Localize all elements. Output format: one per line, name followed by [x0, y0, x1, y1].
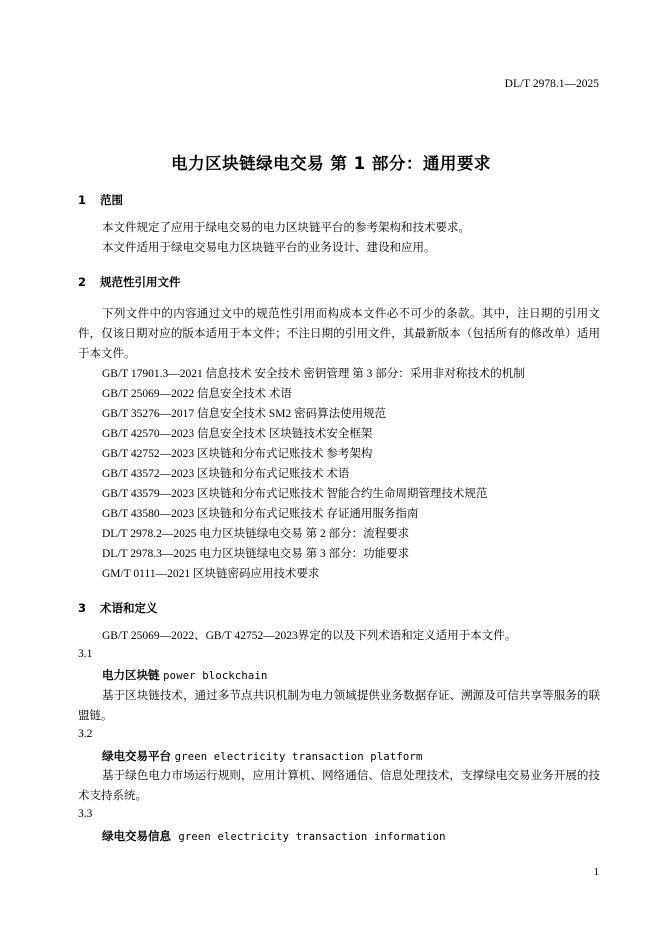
term-zh: 绿电交易信息 — [102, 829, 171, 843]
term-entry — [102, 667, 268, 683]
reference-item: GB/T 43579—2023 区块链和分布式记账技术 智能合约生命周期管理技术规范 — [102, 488, 488, 500]
term-en: green electricity transaction platform — [174, 751, 423, 763]
term-definition: 基于绿色电力市场运行规则，应用计算机、网络通信、信息处理技术，支撑绿电交易业务开展的技术支持系统。 — [78, 770, 600, 802]
reference-item: GM/T 0111—2021 区块链密码应用技术要求 — [102, 568, 320, 580]
term-en: power blockchain — [163, 670, 268, 682]
terms-intro: GB/T 25069—2022、GB/T 42752—2023界定的以及下列术语和定义适用于本文件。 — [102, 630, 517, 642]
reference-item: GB/T 42752—2023 区块链和分布式记账技术 参考架构 — [102, 448, 373, 460]
term-entry — [102, 828, 446, 844]
reference-item: GB/T 43572—2023 区块链和分布式记账技术 术语 — [102, 468, 350, 480]
section-heading-normative — [78, 274, 181, 290]
term-entry — [102, 748, 422, 764]
reference-item: GB/T 17901.3—2021 信息技术 安全技术 密钥管理 第 3 部分：采用非对称技术的机制 — [102, 368, 525, 380]
term-definition: 基于区块链技术，通过多节点共识机制为电力领域提供业务数据存证、溯源及可信共享等服务的联盟链。 — [78, 690, 600, 722]
section-title: 术语和定义 — [100, 601, 158, 615]
page-title: 电力区块链绿电交易 第 1 部分：通用要求 — [171, 154, 491, 173]
document-code: DL/T 2978.1—2025 — [504, 78, 599, 90]
section-title: 范围 — [100, 193, 123, 207]
reference-item: GB/T 35276—2017 信息安全技术 SM2 密码算法使用规范 — [102, 408, 387, 420]
section-number: 3 — [78, 601, 87, 615]
section-number: 1 — [78, 193, 87, 207]
term-number: 3.2 — [78, 728, 93, 740]
section-heading-terms — [78, 600, 158, 616]
section-title: 规范性引用文件 — [100, 275, 181, 289]
reference-item: GB/T 25069—2022 信息安全技术 术语 — [102, 388, 292, 400]
term-number: 3.1 — [78, 648, 93, 660]
reference-item: DL/T 2978.2—2025 电力区块链绿电交易 第 2 部分：流程要求 — [102, 528, 410, 540]
reference-item: GB/T 42570—2023 信息安全技术 区块链技术安全框架 — [102, 428, 373, 440]
section-heading-scope — [78, 192, 123, 208]
page-number: 1 — [593, 866, 599, 878]
term-number: 3.3 — [78, 808, 93, 820]
term-zh: 电力区块链 — [102, 668, 160, 682]
section-number: 2 — [78, 275, 87, 289]
reference-item: DL/T 2978.3—2025 电力区块链绿电交易 第 3 部分：功能要求 — [102, 548, 410, 560]
term-en: green electricity transaction information — [178, 831, 446, 843]
normative-intro: 下列文件中的内容通过文中的规范性引用而构成本文件必不可少的条款。其中，注日期的引用文件，仅该日期对应的版本适用于本文件；不注日期的引用文件，其最新版本（包括所有的修改单）适用于本文件。 — [78, 308, 600, 360]
scope-paragraph-2: 本文件适用于绿电交易电力区块链平台的业务设计、建设和应用。 — [102, 242, 436, 254]
reference-item: GB/T 43580—2023 区块链和分布式记账技术 存证通用服务指南 — [102, 508, 419, 520]
term-zh: 绿电交易平台 — [102, 749, 171, 763]
scope-paragraph-1: 本文件规定了应用于绿电交易的电力区块链平台的参考架构和技术要求。 — [102, 222, 470, 234]
